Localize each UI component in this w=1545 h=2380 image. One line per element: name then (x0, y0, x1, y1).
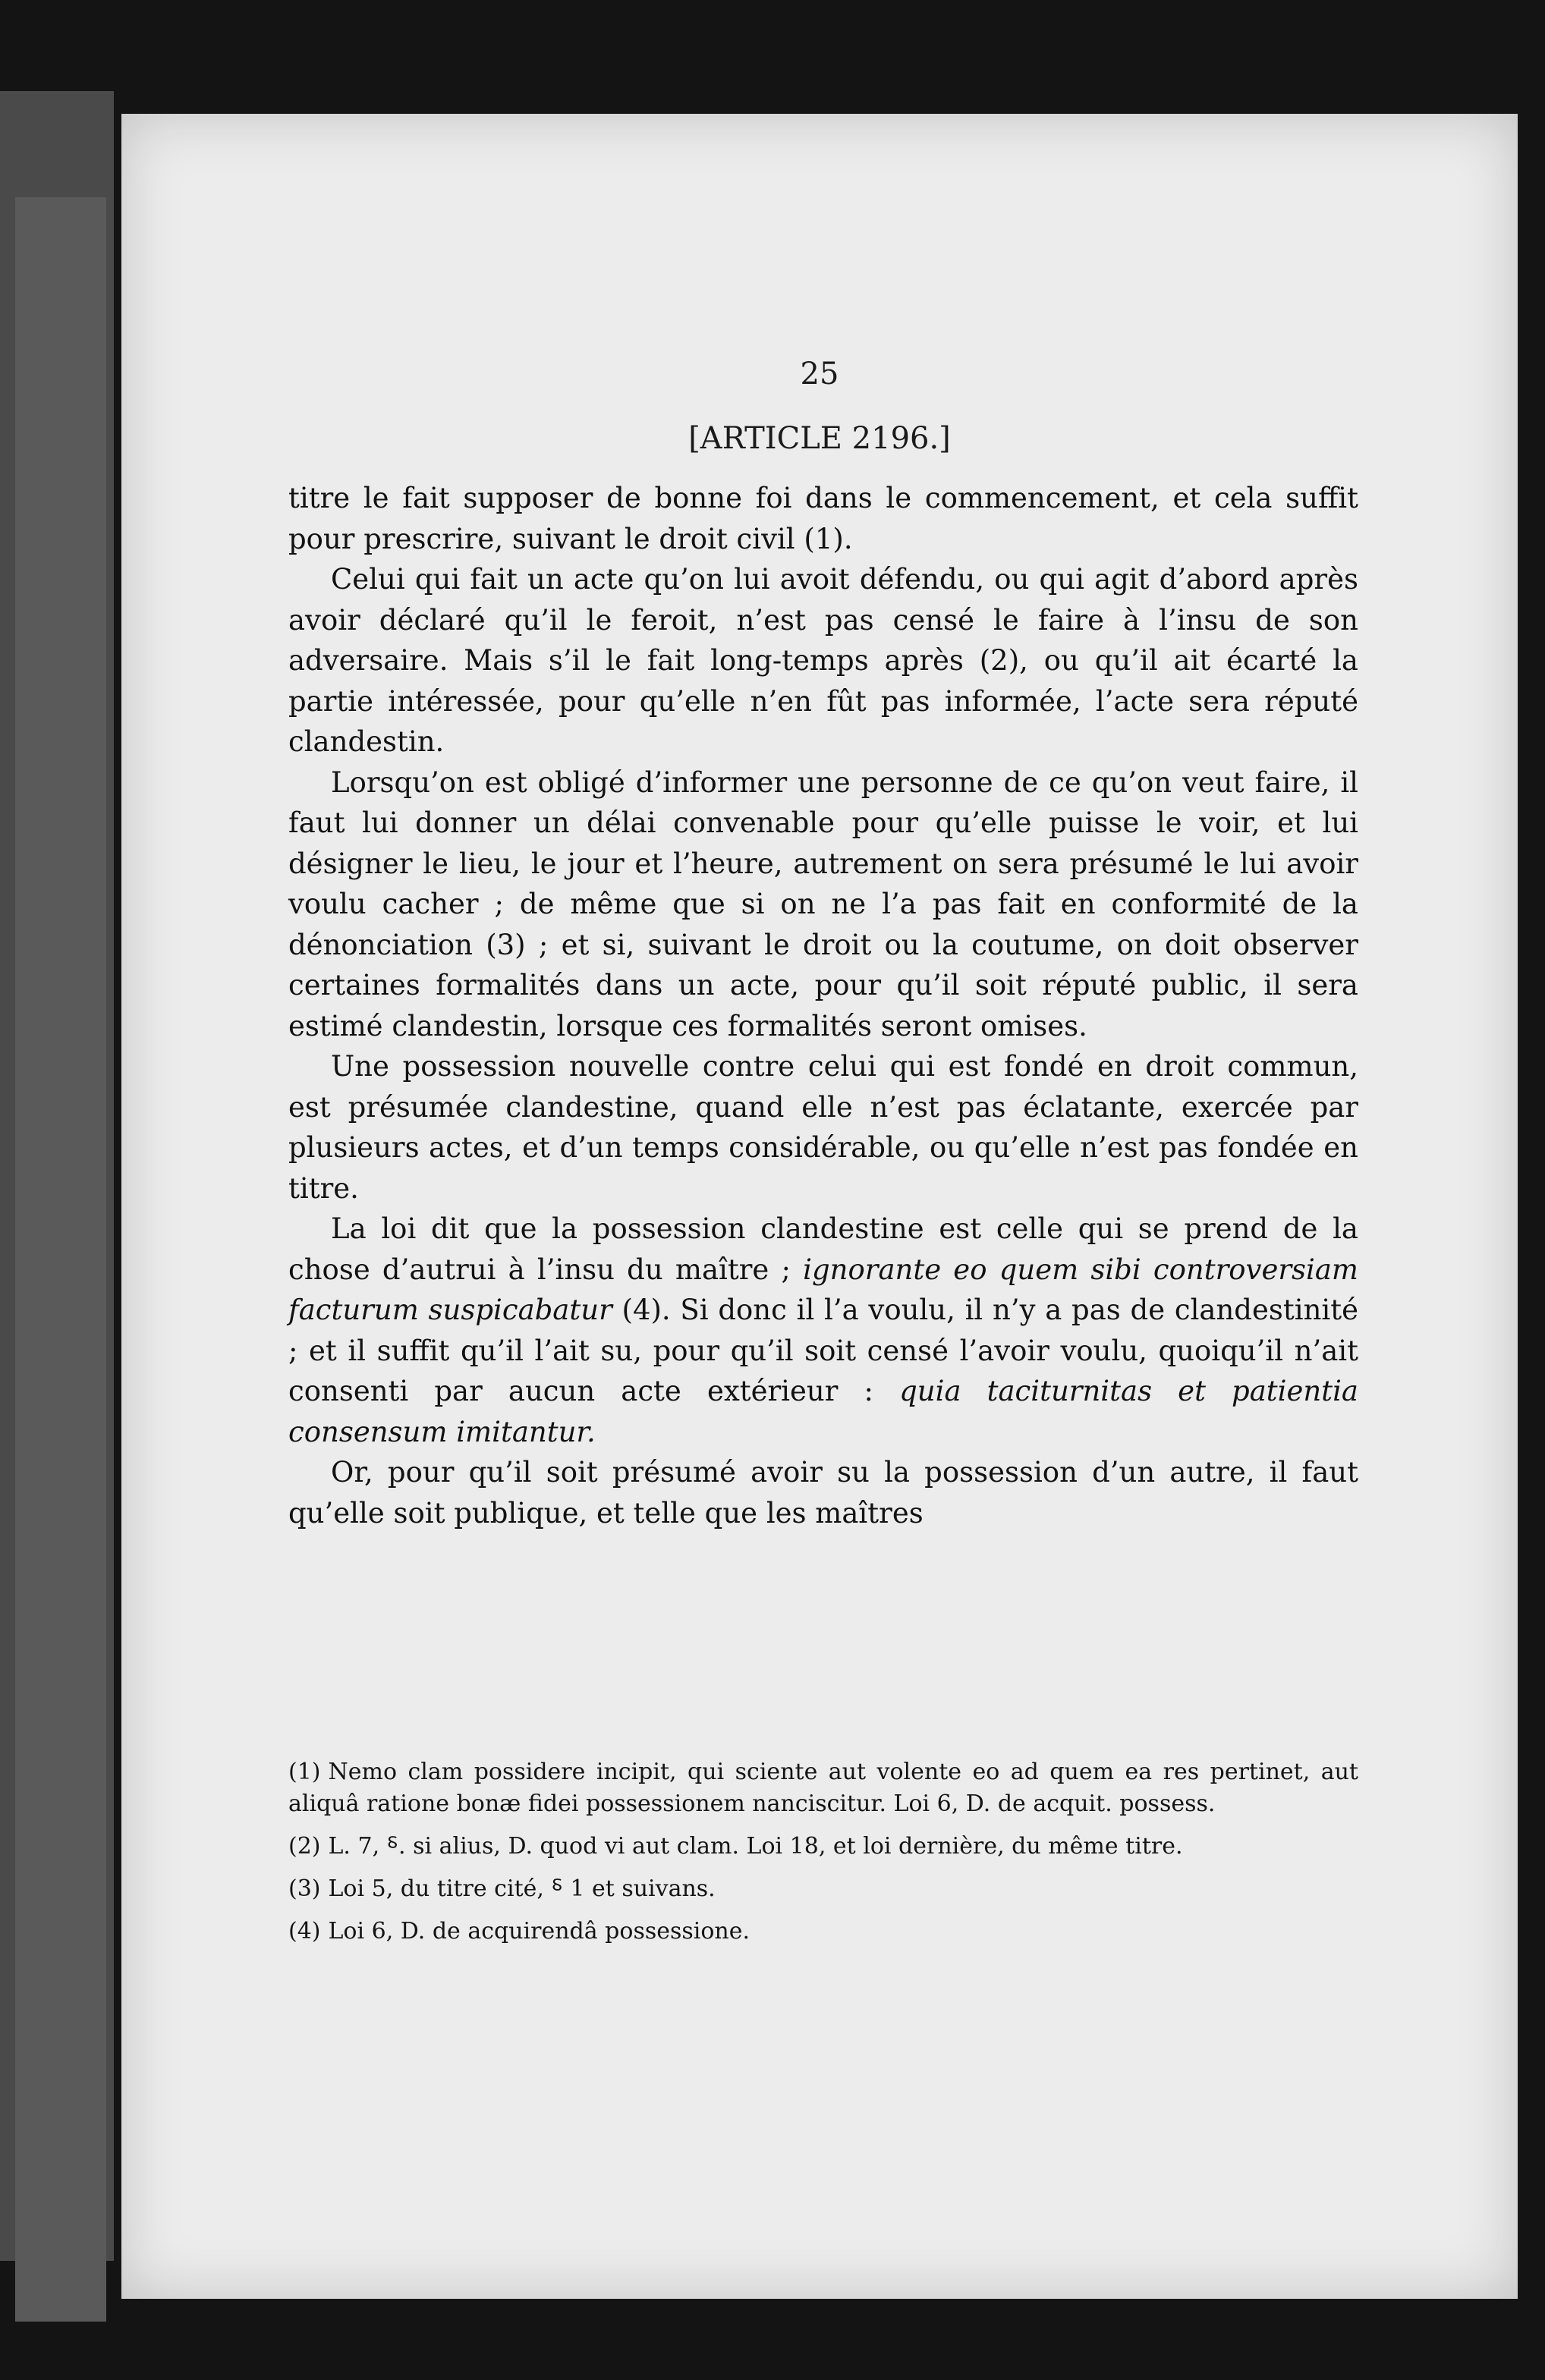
footnote-1 (288, 1756, 1358, 1820)
footnotes (288, 1756, 1358, 1958)
footnote-number: (4) (288, 1918, 321, 1945)
left-page-edge-inner (15, 197, 106, 2322)
footnote-text: Loi 6, D. de acquirendâ possessione. (328, 1918, 750, 1945)
latin-quote-1: ignorante eo quem sibi controversiam facturum suspicabatur (288, 1253, 1359, 1326)
footnote-number: (1) (288, 1759, 321, 1785)
paragraph-2: Celui qui fait un acte qu’on lui avoit défendu, ou qui agit d’abord après avoir déclaré qu’il le feroit, n’est pas censé le faire à l’insu de son adversaire. Mais s’il le fait long-temps après (2), ou qu’il ait écarté la partie intéressée, pour qu’elle n’en fût pas informée, l’acte sera réputé clandestin. (288, 563, 1358, 758)
paragraph-5-start: La loi dit que la possession clandestine est celle qui se prend de la chose d’autrui à l’insu du maître ; (288, 1212, 1358, 1286)
book-page (121, 114, 1518, 2299)
body-text (288, 478, 1358, 1533)
page-number: 25 (800, 357, 839, 391)
left-page-edge (0, 91, 114, 2261)
footnote-text: Nemo clam possidere incipit, qui sciente aut volente eo ad quem ea res pertinet, aut aliquâ ratione bonæ fidei possessionem nanciscitur. Loi 6, D. de acquit. possess. (288, 1759, 1358, 1817)
paragraph-1: titre le fait supposer de bonne foi dans le commencement, et cela suffit pour prescrire, suivant le droit civil (1). (288, 482, 1358, 555)
footnote-text: Loi 5, du titre cité, ⸹ 1 et suivans. (328, 1875, 716, 1902)
footnote-number: (2) (288, 1833, 321, 1860)
paragraph-4: Une possession nouvelle contre celui qui est fondé en droit commun, est présumée clandestine, quand elle n’est pas éclatante, exercée par plusieurs actes, et d’un temps considérable, ou qu’elle n’est pas fondée en titre. (288, 1050, 1358, 1205)
footnote-3 (288, 1873, 1358, 1905)
footnote-2 (288, 1831, 1358, 1863)
footnote-text: L. 7, ⸹. si alius, D. quod vi aut clam. Loi 18, et loi dernière, du même titre. (328, 1833, 1183, 1860)
paragraph-3: Lorsqu’on est obligé d’informer une personne de ce qu’on veut faire, il faut lui donner un délai convenable pour qu’elle puisse le voir, et lui désigner le lieu, le jour et l’heure, autrement on sera présumé le lui avoir voulu cacher ; de même que si on ne l’a pas fait en conformité de la dénonciation (3) ; et si, suivant le droit ou la coutume, on doit observer certaines formalités dans un acte, pour qu’il soit réputé public, il sera estimé clandestin, lorsque ces formalités seront omises. (288, 766, 1358, 1042)
paragraph-5 (288, 1209, 1358, 1452)
paragraph-5-middle: (4). Si donc il l’a voulu, il n’y a pas de clandestinité ; et il suffit qu’il l’ait su, pour qu’il soit censé l’avoir voulu, quoiqu’il n’ait consenti par aucun acte extérieur : (288, 1294, 1358, 1407)
running-header: [ARTICLE 2196.] (688, 421, 951, 456)
footnote-4 (288, 1916, 1358, 1948)
latin-quote-2: quia taciturnitas et patientia consensum imitantur. (288, 1375, 1358, 1448)
footnote-number: (3) (288, 1875, 321, 1902)
paragraph-6: Or, pour qu’il soit présumé avoir su la possession d’un autre, il faut qu’elle soit publique, et telle que les maîtres (288, 1456, 1358, 1530)
